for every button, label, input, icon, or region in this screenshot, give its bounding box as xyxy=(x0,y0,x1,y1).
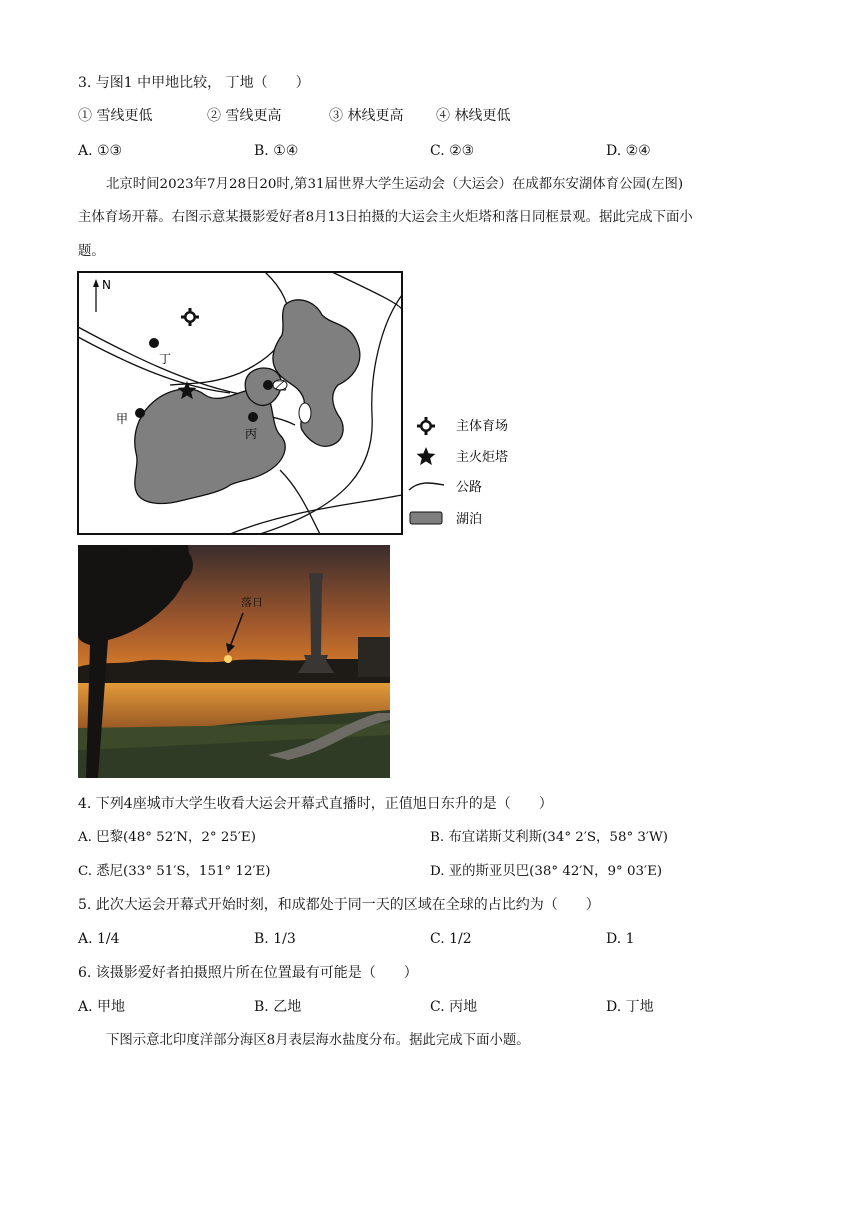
q4-option-d: D. 亚的斯亚贝巴(38° 42′N，9° 03′E) xyxy=(430,864,663,879)
q6-option-a: A. 甲地 xyxy=(78,999,126,1015)
point-bing xyxy=(248,412,258,422)
q5-stem: 5. 此次大运会开幕式开始时刻，和成都处于同一天的区域在全球的占比约为（ ） xyxy=(78,897,600,913)
q4-option-c: C. 悉尼(33° 51′S，151° 12′E) xyxy=(78,864,271,879)
q3-statement: ② 雪线更高 xyxy=(207,108,282,124)
north-label: N xyxy=(102,278,111,292)
legend-label-star: 主火炬塔 xyxy=(456,450,509,465)
q3-statement: ④ 林线更低 xyxy=(436,108,511,124)
label-ding: 丁 xyxy=(159,352,172,366)
point-yi xyxy=(263,380,273,390)
sun-icon xyxy=(224,655,232,663)
legend-label-road: 公路 xyxy=(456,480,483,495)
q3-option-a: A. ①③ xyxy=(78,143,123,159)
q3-option-b: B. ①④ xyxy=(254,143,299,159)
q6-option-d: D. 丁地 xyxy=(606,999,654,1015)
q3-statement: ③ 林线更高 xyxy=(329,108,404,124)
legend-label-stadium: 主体育场 xyxy=(456,419,509,434)
q5-option-d: D. 1 xyxy=(606,931,635,947)
photo-building xyxy=(358,637,390,677)
sunset-label: 落日 xyxy=(241,596,263,609)
intro-line-2: 主体育场开幕。右图示意某摄影爱好者8月13日拍摄的大运会主火炬塔和落日同框景观。据此完成下面小 xyxy=(78,210,693,225)
intro-line-1: 北京时间2023年7月28日20时,第31届世界大学生运动会（大运会）在成都东安湖体育公园(左图) xyxy=(106,177,684,192)
legend-road-icon xyxy=(409,483,444,490)
label-bing: 丙 xyxy=(245,427,258,441)
intro-line-3: 题。 xyxy=(78,244,105,259)
legend-lake-icon xyxy=(410,512,442,524)
q5-option-c: C. 1/2 xyxy=(430,931,472,947)
legend-label-lake: 湖泊 xyxy=(456,512,483,527)
q6-option-c: C. 丙地 xyxy=(430,999,478,1015)
q6-stem: 6. 该摄影爱好者拍摄照片所在位置最有可能是（ ） xyxy=(78,965,418,981)
map-legend xyxy=(409,417,508,527)
q4-option-b: B. 布宜诺斯艾利斯(34° 2′S，58° 3′W) xyxy=(430,830,668,845)
q4-option-a: A. 巴黎(48° 52′N，2° 25′E) xyxy=(78,830,256,845)
q3-stem: 3. 与图1 中甲地比较， 丁地（ ） xyxy=(78,75,310,91)
photo-treeline xyxy=(78,659,390,685)
point-ding xyxy=(149,338,159,348)
q3-statement: ① 雪线更低 xyxy=(78,108,153,124)
q3-option-c: C. ②③ xyxy=(430,143,475,159)
q4-stem: 4. 下列4座城市大学生收看大运会开幕式直播时，正值旭日东升的是（ ） xyxy=(78,796,553,812)
label-jia: 甲 xyxy=(116,412,129,426)
next-intro: 下图示意北印度洋部分海区8月表层海水盐度分布。据此完成下面小题。 xyxy=(106,1033,530,1048)
q5-option-b: B. 1/3 xyxy=(254,931,296,947)
island xyxy=(299,403,311,423)
point-jia xyxy=(135,408,145,418)
label-yi: 乙 xyxy=(275,379,288,393)
sunset-photo xyxy=(78,545,390,778)
park-map xyxy=(70,265,530,540)
legend-stadium-icon xyxy=(417,417,435,435)
legend-star-icon xyxy=(417,447,436,465)
q3-option-d: D. ②④ xyxy=(606,143,651,159)
q5-option-a: A. 1/4 xyxy=(78,931,120,947)
q6-option-b: B. 乙地 xyxy=(254,999,302,1015)
